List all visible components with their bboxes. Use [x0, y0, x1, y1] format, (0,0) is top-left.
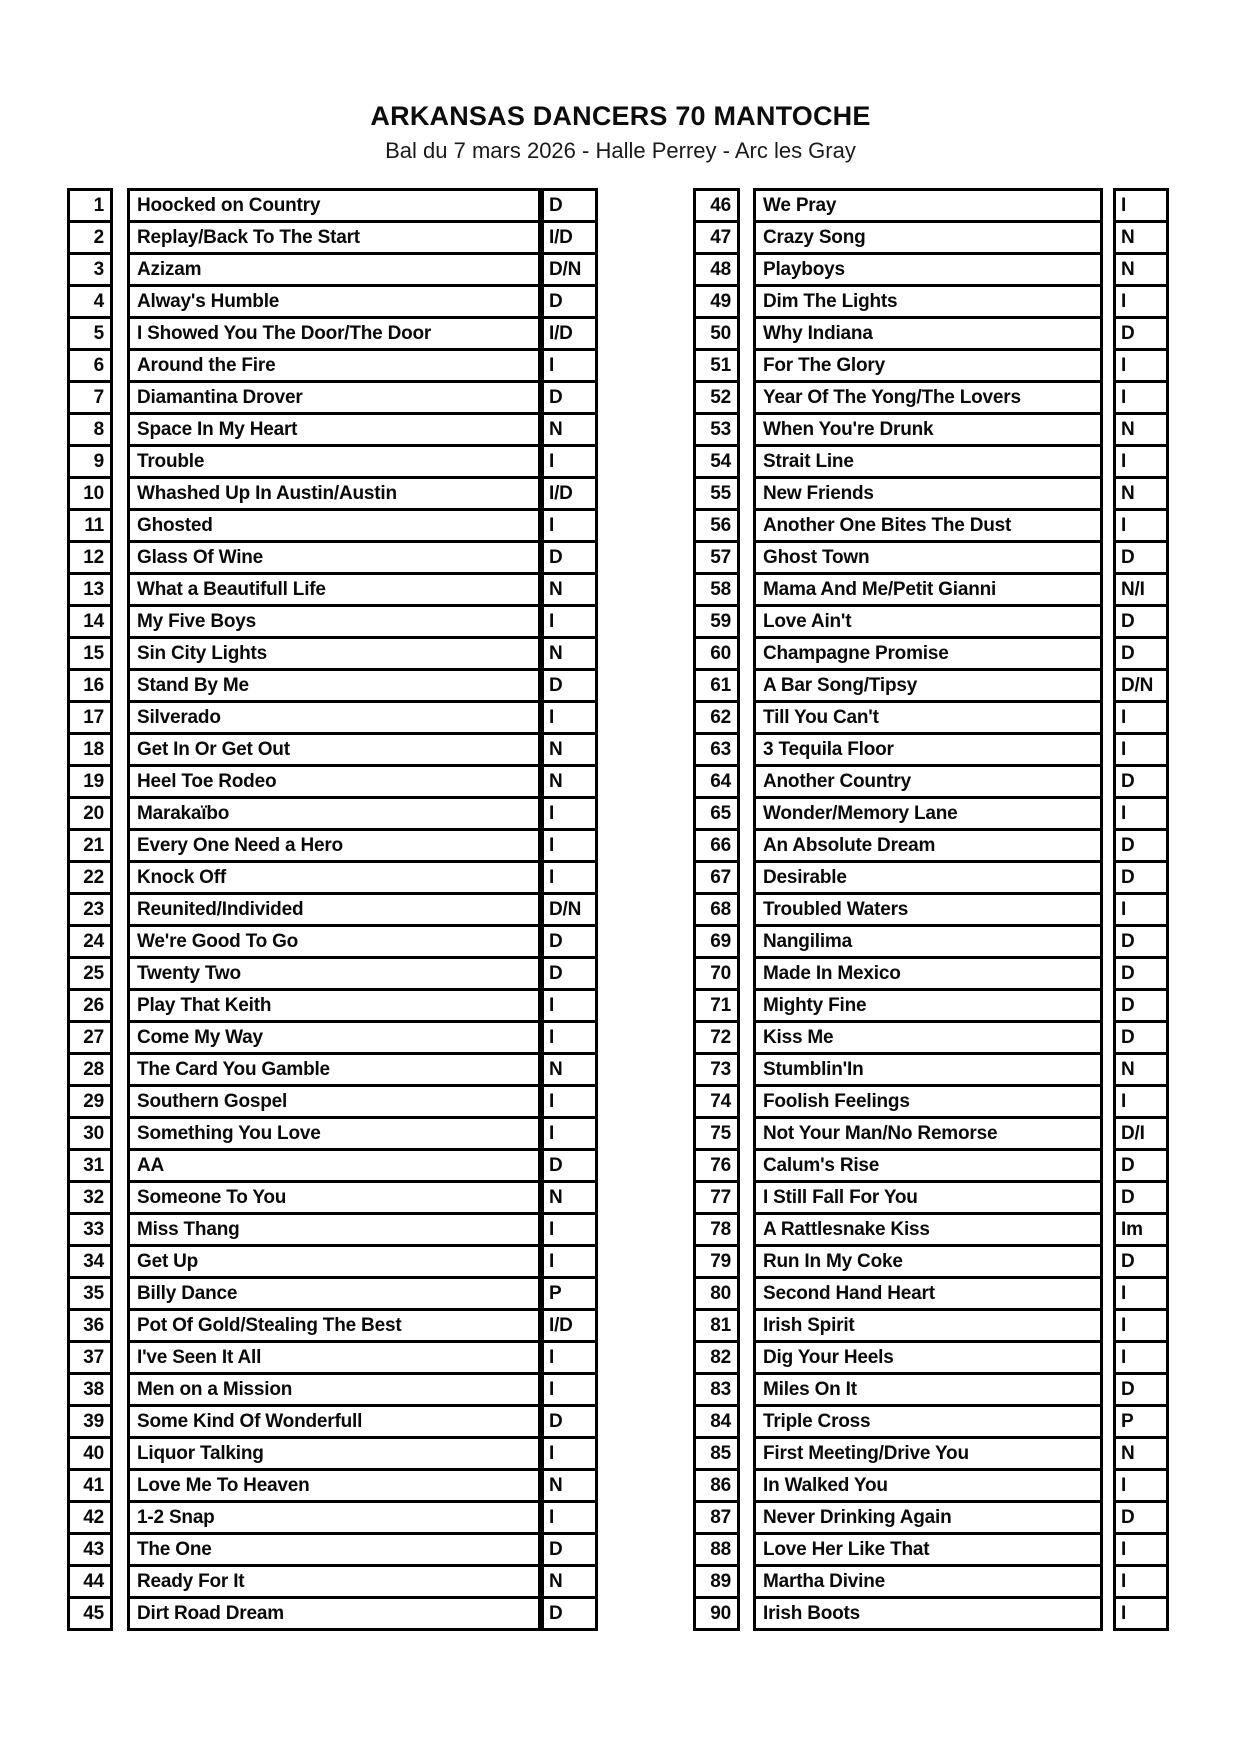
song-row-num: 1 [67, 191, 113, 223]
song-row-num: 10 [67, 479, 113, 511]
song-row-title: Diamantina Drover [127, 383, 541, 415]
song-row-num: 75 [693, 1119, 740, 1151]
song-row-code: D/I [1113, 1119, 1169, 1151]
song-row-num: 57 [693, 543, 740, 575]
song-row-num: 19 [67, 767, 113, 799]
song-row-title: I've Seen It All [127, 1343, 541, 1375]
song-row-num: 3 [67, 255, 113, 287]
page-title: ARKANSAS DANCERS 70 MANTOCHE [370, 101, 871, 131]
song-row-code: I [541, 799, 598, 831]
song-row-num: 68 [693, 895, 740, 927]
song-row-num: 4 [67, 287, 113, 319]
song-row-code: I [541, 1087, 598, 1119]
song-row-code: D [1113, 767, 1169, 799]
song-row-code: D [541, 1535, 598, 1567]
song-row-title: Billy Dance [127, 1279, 541, 1311]
song-row-num: 25 [67, 959, 113, 991]
song-row-title: Love Ain't [753, 607, 1103, 639]
song-row-code: P [541, 1279, 598, 1311]
song-row-code: I [541, 863, 598, 895]
song-row-code: N [541, 1567, 598, 1599]
song-row-num: 85 [693, 1439, 740, 1471]
song-row-title: Wonder/Memory Lane [753, 799, 1103, 831]
song-row-code: D [1113, 1183, 1169, 1215]
song-row-code: I [1113, 895, 1169, 927]
song-row-num: 37 [67, 1343, 113, 1375]
song-row-code: N [541, 1055, 598, 1087]
song-row-num: 36 [67, 1311, 113, 1343]
song-row-title: Nangilima [753, 927, 1103, 959]
song-row-code: I [541, 351, 598, 383]
song-row-num: 47 [693, 223, 740, 255]
song-row-title: I Still Fall For You [753, 1183, 1103, 1215]
song-row-title: Playboys [753, 255, 1103, 287]
song-row-num: 53 [693, 415, 740, 447]
song-row-code: I [541, 1023, 598, 1055]
song-row-num: 5 [67, 319, 113, 351]
song-title-column-right [753, 188, 1103, 1631]
song-row-title: Sin City Lights [127, 639, 541, 671]
song-row-title: Space In My Heart [127, 415, 541, 447]
song-row-title: Get Up [127, 1247, 541, 1279]
song-row-code: I [1113, 383, 1169, 415]
song-row-title: Around the Fire [127, 351, 541, 383]
song-row-title: Mighty Fine [753, 991, 1103, 1023]
dance-code-column-left [541, 188, 598, 1631]
song-row-code: N [1113, 223, 1169, 255]
song-row-title: Triple Cross [753, 1407, 1103, 1439]
song-row-num: 50 [693, 319, 740, 351]
song-row-code: N [1113, 1055, 1169, 1087]
song-row-num: 80 [693, 1279, 740, 1311]
song-row-title: Ghost Town [753, 543, 1103, 575]
song-row-code: I [541, 607, 598, 639]
song-row-code: N [1113, 1439, 1169, 1471]
song-row-title: Silverado [127, 703, 541, 735]
song-row-title: Second Hand Heart [753, 1279, 1103, 1311]
song-row-num: 6 [67, 351, 113, 383]
song-row-title: Whashed Up In Austin/Austin [127, 479, 541, 511]
song-row-title: Another Country [753, 767, 1103, 799]
song-row-title: Replay/Back To The Start [127, 223, 541, 255]
song-row-title: Alway's Humble [127, 287, 541, 319]
song-row-title: Love Her Like That [753, 1535, 1103, 1567]
song-row-num: 30 [67, 1119, 113, 1151]
song-row-num: 67 [693, 863, 740, 895]
song-row-title: Why Indiana [753, 319, 1103, 351]
song-row-code: Im [1113, 1215, 1169, 1247]
song-row-title: Martha Divine [753, 1567, 1103, 1599]
dance-code-column-right [1113, 188, 1169, 1631]
song-row-code: N [1113, 415, 1169, 447]
song-row-num: 88 [693, 1535, 740, 1567]
song-row-code: N [541, 735, 598, 767]
song-row-num: 87 [693, 1503, 740, 1535]
song-row-title: New Friends [753, 479, 1103, 511]
song-row-code: D [541, 959, 598, 991]
song-row-code: D/N [541, 895, 598, 927]
song-row-code: D [1113, 1023, 1169, 1055]
song-row-code: D [541, 287, 598, 319]
song-row-num: 16 [67, 671, 113, 703]
song-row-num: 40 [67, 1439, 113, 1471]
song-row-num: 12 [67, 543, 113, 575]
song-row-code: D/N [541, 255, 598, 287]
song-row-title: First Meeting/Drive You [753, 1439, 1103, 1471]
song-row-code: D [1113, 1503, 1169, 1535]
song-row-num: 11 [67, 511, 113, 543]
song-row-title: Men on a Mission [127, 1375, 541, 1407]
song-row-num: 24 [67, 927, 113, 959]
song-row-num: 48 [693, 255, 740, 287]
song-row-title: Stumblin'In [753, 1055, 1103, 1087]
song-row-title: Till You Can't [753, 703, 1103, 735]
song-row-title: Someone To You [127, 1183, 541, 1215]
song-row-title: The One [127, 1535, 541, 1567]
song-row-num: 52 [693, 383, 740, 415]
song-row-num: 84 [693, 1407, 740, 1439]
song-row-title: Twenty Two [127, 959, 541, 991]
song-row-title: Made In Mexico [753, 959, 1103, 991]
song-row-title: Stand By Me [127, 671, 541, 703]
song-row-code: D [1113, 1375, 1169, 1407]
page-subtitle: Bal du 7 mars 2026 - Halle Perrey - Arc les Gray [385, 138, 856, 163]
song-row-title: Kiss Me [753, 1023, 1103, 1055]
song-row-code: N [1113, 255, 1169, 287]
song-row-num: 59 [693, 607, 740, 639]
song-row-num: 62 [693, 703, 740, 735]
song-row-title: The Card You Gamble [127, 1055, 541, 1087]
song-row-num: 2 [67, 223, 113, 255]
song-row-num: 82 [693, 1343, 740, 1375]
song-row-num: 71 [693, 991, 740, 1023]
song-row-code: I [541, 1503, 598, 1535]
song-row-code: D [541, 1407, 598, 1439]
song-row-code: I [1113, 351, 1169, 383]
song-row-code: N [541, 639, 598, 671]
song-row-code: D [1113, 959, 1169, 991]
song-row-num: 78 [693, 1215, 740, 1247]
song-row-title: Foolish Feelings [753, 1087, 1103, 1119]
song-row-num: 42 [67, 1503, 113, 1535]
song-row-title: Love Me To Heaven [127, 1471, 541, 1503]
song-row-title: Dig Your Heels [753, 1343, 1103, 1375]
song-row-title: Not Your Man/No Remorse [753, 1119, 1103, 1151]
song-row-code: I [1113, 1311, 1169, 1343]
song-row-title: Mama And Me/Petit Gianni [753, 575, 1103, 607]
song-row-code: I/D [541, 223, 598, 255]
song-row-title: Come My Way [127, 1023, 541, 1055]
song-row-num: 89 [693, 1567, 740, 1599]
song-row-code: I [1113, 287, 1169, 319]
song-row-code: D [1113, 831, 1169, 863]
song-row-code: I/D [541, 1311, 598, 1343]
song-row-title: Strait Line [753, 447, 1103, 479]
song-row-code: D [1113, 991, 1169, 1023]
song-row-code: D [541, 191, 598, 223]
song-number-column-right [693, 188, 740, 1631]
song-row-num: 46 [693, 191, 740, 223]
song-row-code: D [1113, 863, 1169, 895]
song-row-num: 65 [693, 799, 740, 831]
song-row-title: We Pray [753, 191, 1103, 223]
song-row-title: 1-2 Snap [127, 1503, 541, 1535]
song-row-title: Dirt Road Dream [127, 1599, 541, 1631]
song-row-code: I [541, 1343, 598, 1375]
song-row-code: I [541, 703, 598, 735]
song-row-num: 76 [693, 1151, 740, 1183]
song-row-title: Heel Toe Rodeo [127, 767, 541, 799]
song-row-code: I [1113, 1343, 1169, 1375]
song-row-title: Crazy Song [753, 223, 1103, 255]
song-row-code: I [541, 1215, 598, 1247]
song-number-column-left [67, 188, 113, 1631]
song-row-title: Southern Gospel [127, 1087, 541, 1119]
song-row-num: 61 [693, 671, 740, 703]
song-row-title: A Bar Song/Tipsy [753, 671, 1103, 703]
song-row-code: N [541, 1471, 598, 1503]
song-row-code: I [541, 1375, 598, 1407]
song-row-title: Ready For It [127, 1567, 541, 1599]
song-row-code: D [541, 543, 598, 575]
song-row-code: D/N [1113, 671, 1169, 703]
song-row-title: Trouble [127, 447, 541, 479]
song-row-title: 3 Tequila Floor [753, 735, 1103, 767]
song-row-num: 15 [67, 639, 113, 671]
song-row-num: 74 [693, 1087, 740, 1119]
song-row-num: 33 [67, 1215, 113, 1247]
song-row-code: D [1113, 1247, 1169, 1279]
song-row-num: 56 [693, 511, 740, 543]
song-row-num: 66 [693, 831, 740, 863]
song-row-title: Get In Or Get Out [127, 735, 541, 767]
song-row-title: Desirable [753, 863, 1103, 895]
song-row-code: I [1113, 511, 1169, 543]
song-row-num: 54 [693, 447, 740, 479]
song-row-title: What a Beautifull Life [127, 575, 541, 607]
song-row-code: I [1113, 1471, 1169, 1503]
song-row-title: Year Of The Yong/The Lovers [753, 383, 1103, 415]
song-row-code: N [541, 415, 598, 447]
song-row-code: D [541, 1599, 598, 1631]
song-row-code: I [1113, 191, 1169, 223]
song-row-title: Dim The Lights [753, 287, 1103, 319]
song-row-title: Run In My Coke [753, 1247, 1103, 1279]
song-row-code: D [1113, 319, 1169, 351]
song-row-code: N [1113, 479, 1169, 511]
song-row-num: 73 [693, 1055, 740, 1087]
song-row-code: I [1113, 703, 1169, 735]
song-row-title: Reunited/Individed [127, 895, 541, 927]
song-row-code: D [1113, 607, 1169, 639]
song-row-num: 72 [693, 1023, 740, 1055]
song-row-code: P [1113, 1407, 1169, 1439]
song-row-code: N [541, 767, 598, 799]
song-row-title: Another One Bites The Dust [753, 511, 1103, 543]
song-row-num: 21 [67, 831, 113, 863]
song-row-code: N [541, 1183, 598, 1215]
song-row-num: 51 [693, 351, 740, 383]
song-row-title: In Walked You [753, 1471, 1103, 1503]
song-row-code: I [1113, 1567, 1169, 1599]
song-row-num: 27 [67, 1023, 113, 1055]
song-row-title: Irish Boots [753, 1599, 1103, 1631]
song-row-num: 86 [693, 1471, 740, 1503]
song-row-title: Marakaïbo [127, 799, 541, 831]
song-row-num: 32 [67, 1183, 113, 1215]
song-row-num: 31 [67, 1151, 113, 1183]
song-row-title: Liquor Talking [127, 1439, 541, 1471]
song-row-code: D [1113, 1151, 1169, 1183]
song-row-code: D [541, 927, 598, 959]
song-row-num: 41 [67, 1471, 113, 1503]
song-row-num: 8 [67, 415, 113, 447]
song-row-num: 60 [693, 639, 740, 671]
song-row-title: Miles On It [753, 1375, 1103, 1407]
song-row-num: 83 [693, 1375, 740, 1407]
song-row-title: Calum's Rise [753, 1151, 1103, 1183]
song-row-num: 28 [67, 1055, 113, 1087]
song-row-code: I [1113, 1535, 1169, 1567]
song-row-title: AA [127, 1151, 541, 1183]
song-row-title: Glass Of Wine [127, 543, 541, 575]
song-row-code: I [1113, 799, 1169, 831]
song-row-title: We're Good To Go [127, 927, 541, 959]
song-row-title: Azizam [127, 255, 541, 287]
song-row-title: Ghosted [127, 511, 541, 543]
song-row-num: 55 [693, 479, 740, 511]
song-row-num: 34 [67, 1247, 113, 1279]
song-row-num: 14 [67, 607, 113, 639]
song-row-title: Troubled Waters [753, 895, 1103, 927]
song-row-code: I/D [541, 319, 598, 351]
song-row-num: 64 [693, 767, 740, 799]
song-row-num: 38 [67, 1375, 113, 1407]
song-row-code: D [541, 1151, 598, 1183]
song-row-code: I [1113, 735, 1169, 767]
song-row-code: I [541, 1439, 598, 1471]
song-row-title: For The Glory [753, 351, 1103, 383]
song-row-code: I [541, 511, 598, 543]
song-row-code: I [1113, 447, 1169, 479]
song-row-num: 7 [67, 383, 113, 415]
song-row-code: I [1113, 1087, 1169, 1119]
song-row-num: 17 [67, 703, 113, 735]
song-row-num: 9 [67, 447, 113, 479]
song-row-title: An Absolute Dream [753, 831, 1103, 863]
song-row-num: 20 [67, 799, 113, 831]
song-row-num: 18 [67, 735, 113, 767]
song-row-title: Irish Spirit [753, 1311, 1103, 1343]
song-row-num: 77 [693, 1183, 740, 1215]
song-row-title: My Five Boys [127, 607, 541, 639]
song-row-title: Never Drinking Again [753, 1503, 1103, 1535]
song-row-title: I Showed You The Door/The Door [127, 319, 541, 351]
song-row-code: I [541, 1119, 598, 1151]
song-row-title: Pot Of Gold/Stealing The Best [127, 1311, 541, 1343]
song-row-code: I [1113, 1599, 1169, 1631]
song-row-code: D [541, 671, 598, 703]
song-row-title: Play That Keith [127, 991, 541, 1023]
song-row-title: A Rattlesnake Kiss [753, 1215, 1103, 1247]
song-row-num: 44 [67, 1567, 113, 1599]
song-row-code: N [541, 575, 598, 607]
song-row-title: Knock Off [127, 863, 541, 895]
song-row-title: When You're Drunk [753, 415, 1103, 447]
song-row-num: 49 [693, 287, 740, 319]
song-row-num: 29 [67, 1087, 113, 1119]
song-row-code: I/D [541, 479, 598, 511]
song-row-title: Champagne Promise [753, 639, 1103, 671]
song-row-title: Something You Love [127, 1119, 541, 1151]
song-row-num: 23 [67, 895, 113, 927]
song-row-code: D [541, 383, 598, 415]
song-row-num: 39 [67, 1407, 113, 1439]
song-row-code: D [1113, 927, 1169, 959]
song-row-title: Miss Thang [127, 1215, 541, 1247]
song-row-title: Some Kind Of Wonderfull [127, 1407, 541, 1439]
song-row-code: I [541, 831, 598, 863]
song-row-code: I [541, 447, 598, 479]
song-row-num: 22 [67, 863, 113, 895]
song-row-num: 79 [693, 1247, 740, 1279]
song-row-code: I [541, 991, 598, 1023]
song-row-num: 81 [693, 1311, 740, 1343]
song-row-code: D [1113, 639, 1169, 671]
song-row-title: Every One Need a Hero [127, 831, 541, 863]
song-row-num: 13 [67, 575, 113, 607]
song-row-code: N/I [1113, 575, 1169, 607]
song-row-num: 69 [693, 927, 740, 959]
song-title-column-left [127, 188, 541, 1631]
song-row-num: 35 [67, 1279, 113, 1311]
song-row-num: 90 [693, 1599, 740, 1631]
song-row-num: 45 [67, 1599, 113, 1631]
song-row-num: 58 [693, 575, 740, 607]
song-row-num: 70 [693, 959, 740, 991]
song-row-code: I [541, 1247, 598, 1279]
song-row-title: Hoocked on Country [127, 191, 541, 223]
song-row-num: 43 [67, 1535, 113, 1567]
song-row-code: I [1113, 1279, 1169, 1311]
song-row-num: 26 [67, 991, 113, 1023]
song-row-code: D [1113, 543, 1169, 575]
song-row-num: 63 [693, 735, 740, 767]
